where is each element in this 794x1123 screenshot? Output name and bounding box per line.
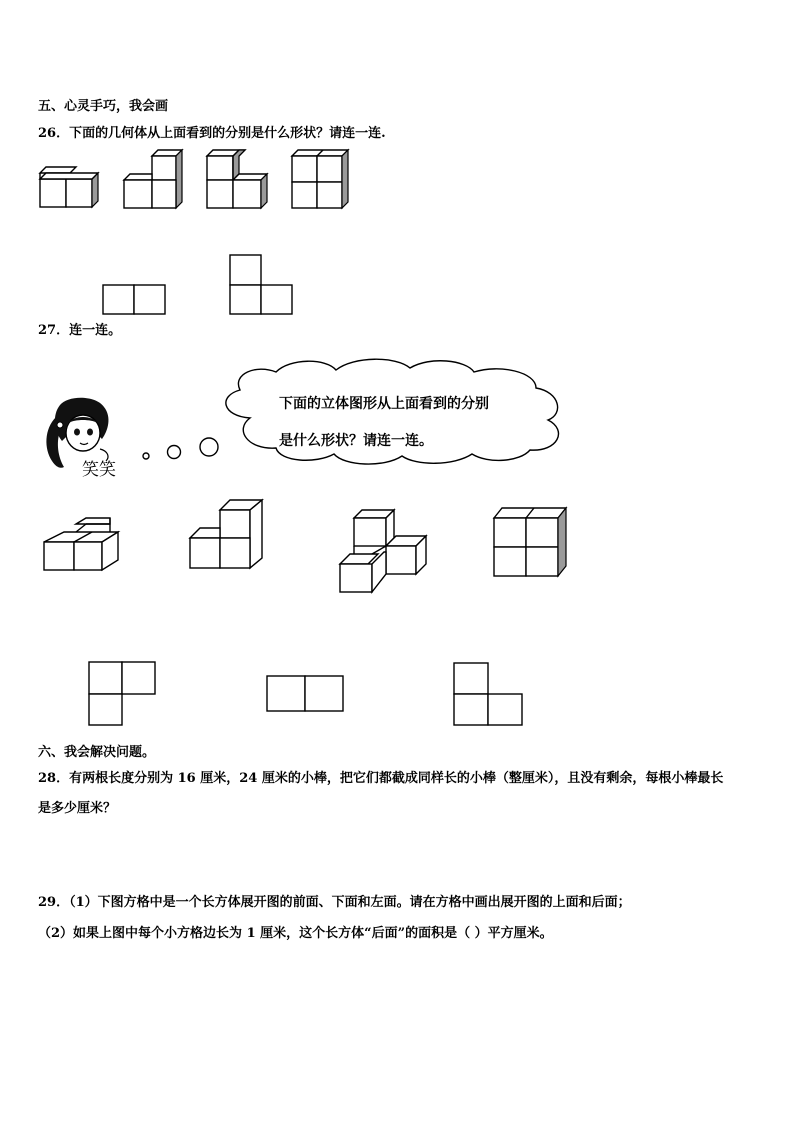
bubble-line-2: 是什么形状？请连一连。 [279,433,433,449]
q26-solid-1[interactable] [38,165,100,209]
question-29-line2: （2）如果上图中每个小方格边长为 1 厘米，这个长方体“后面”的面积是（ ）平方厘米。 [38,926,553,941]
bubble-line-1: 下面的立体图形从上面看到的分别 [279,396,489,412]
section-five-heading: 五、心灵手巧，我会画 [38,99,169,114]
question-27-text: 27．连一连。 [38,323,122,338]
question-29-line1: 29．（1）下图方格中是一个长方体展开图的前面、下面和左面。请在方格中画出展开图的上面和后面； [38,895,631,910]
q26-view-two-squares[interactable] [102,284,166,316]
q27-view-l-shape[interactable] [88,661,158,727]
q27-solid-2[interactable] [188,496,264,572]
character-name-label: 笑笑 [82,460,116,480]
q27-view-two-squares[interactable] [266,675,346,713]
q27-solid-3[interactable] [338,506,428,596]
question-28-line1: 28．有两根长度分别为 16 厘米，24 厘米的小棒，把它们都截成同样长的小棒（整厘米），且没有剩余，每根小棒最长 [38,771,724,786]
q26-solid-3[interactable] [205,148,269,210]
thought-bubble [140,358,580,468]
q26-solid-4[interactable] [290,148,352,210]
question-28-line2: 是多少厘米？ [38,801,117,816]
q27-view-l-shape-2[interactable] [453,662,525,728]
section-six-heading: 六、我会解决问题。 [38,745,156,760]
q26-solid-2[interactable] [122,148,184,210]
q27-solid-1[interactable] [42,516,122,574]
q27-solid-4[interactable] [492,506,568,578]
question-26-text: 26．下面的几何体从上面看到的分别是什么形状？请连一连. [38,126,386,141]
q26-view-l-shape[interactable] [229,254,295,316]
